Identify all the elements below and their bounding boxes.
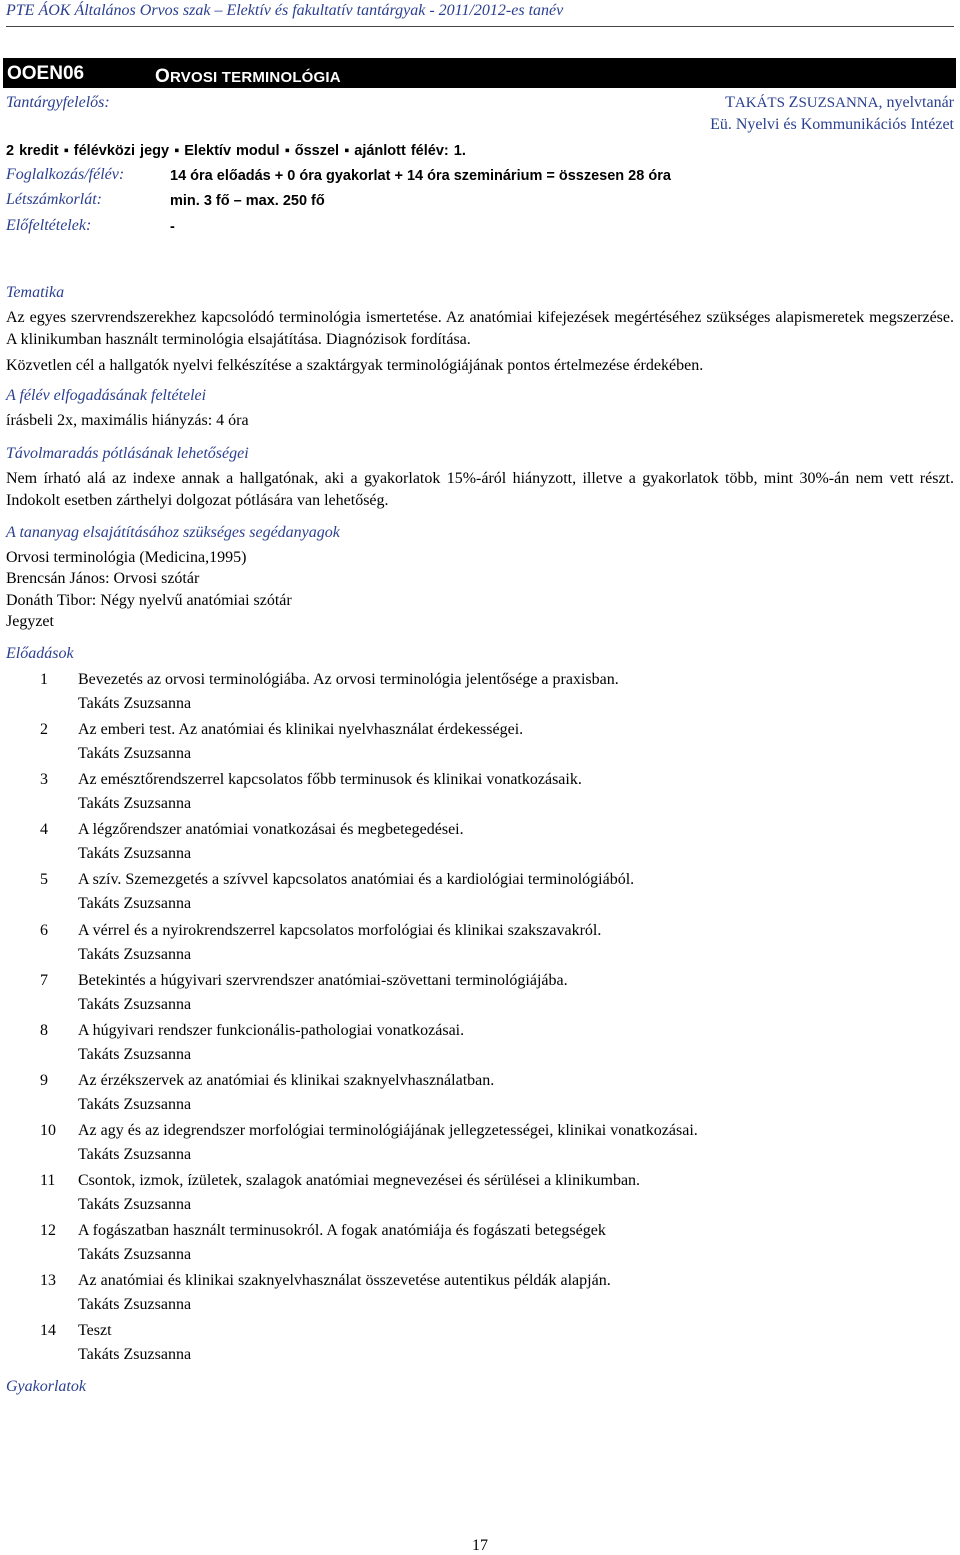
course-title-rest: RVOSI TERMINOLÓGIA	[169, 69, 341, 86]
responsible-name-part-1: AKÁTS	[734, 95, 789, 111]
lecture-number: 5	[40, 871, 48, 889]
absence-text: Nem írható alá az indexe annak a hallgatónak, aki a gyakorlatok 15%-áról hiányzott, illetve a gyakorlatok több, mint 30%-án nem vett részt. Indokolt esetben zárthelyi dolgozat pótlására van lehetőség.	[6, 470, 954, 509]
lecture-number: 8	[40, 1021, 48, 1039]
course-header-bar	[3, 58, 956, 88]
lecture-title: Az emésztőrendszerrel kapcsolatos főbb terminusok és klinikai vonatkozásaik.	[78, 771, 582, 789]
materials-item: Jegyzet	[6, 613, 54, 630]
lecture-lecturer: Takáts Zsuzsanna	[78, 1196, 192, 1213]
lecture-lecturer: Takáts Zsuzsanna	[78, 1045, 192, 1063]
lecture-lecturer: Takáts Zsuzsanna	[78, 1296, 192, 1314]
materials-item: Orvosi terminológia (Medicina,1995)	[6, 549, 247, 566]
responsible-name	[725, 94, 954, 112]
lecture-title: Az anatómiai és klinikai szaknyelvhasználat összevetése autentikus példák alapján.	[78, 1272, 611, 1290]
materials-item: Donáth Tibor: Négy nyelvű anatómiai szótár	[6, 592, 292, 609]
lecture-title: Az érzékszervek az anatómiai és klinikai szaknyelvhasználatban.	[78, 1071, 495, 1089]
lecture-number: 2	[40, 721, 48, 739]
prerequisites-value: -	[170, 219, 175, 235]
responsible-name-part-2: SUZSANNA	[798, 95, 879, 111]
practicals-heading: Gyakorlatok	[6, 1378, 86, 1395]
lecture-number: 6	[40, 921, 48, 939]
course-title	[155, 66, 341, 88]
absence-heading: Távolmaradás pótlásának lehetőségei	[6, 445, 249, 462]
tematika-heading: Tematika	[6, 284, 65, 301]
lecture-title: A vérrel és a nyirokrendszerrel kapcsolatos morfológiai és klinikai szakszavakról.	[78, 921, 602, 939]
lecture-title: A légzőrendszer anatómiai vonatkozásai és megbetegedései.	[78, 821, 464, 839]
responsible-role: , nyelvtanár	[878, 94, 954, 111]
lecture-number: 9	[40, 1071, 48, 1089]
responsible-initial-1: T	[725, 94, 735, 111]
lecture-number: 4	[40, 821, 48, 839]
credit-line: 2 kredit ▪ félévközi jegy ▪ Elektív modul ▪ ősszel ▪ ajánlott félév: 1.	[6, 143, 466, 159]
running-header: PTE ÁOK Általános Orvos szak – Elektív és fakultatív tantárgyak - 2011/2012-es tanév	[6, 2, 564, 19]
lecture-title: A fogászatban használt terminusokról. A fogak anatómiája és fogászati betegségek	[78, 1222, 606, 1240]
lecture-lecturer: Takáts Zsuzsanna	[78, 1346, 192, 1364]
acceptance-text: írásbeli 2x, maximális hiányzás: 4 óra	[6, 412, 249, 429]
course-code: OOEN06	[7, 63, 85, 84]
lecture-lecturer: Takáts Zsuzsanna	[78, 1145, 192, 1163]
lecture-number: 1	[40, 671, 48, 688]
lecture-title: Csontok, izmok, ízületek, szalagok anatómiai megnevezései és sérülései a klinikumban.	[78, 1172, 641, 1189]
lecture-lecturer: Takáts Zsuzsanna	[78, 1095, 192, 1113]
tematika-paragraph-1: Az egyes szervrendszerekhez kapcsolódó terminológia ismertetése. Az anatómiai kifejezések megértéséhez szükséges alapismeretek megszerzése. A klinikumban használt terminológia elsajátítása. Diagnózisok fordítása.	[6, 309, 954, 348]
hours-value: 14 óra előadás + 0 óra gyakorlat + 14 óra szeminárium = összesen 28 óra	[170, 168, 671, 184]
prerequisites-label: Előfeltételek:	[6, 217, 92, 234]
lecture-number: 7	[40, 971, 48, 989]
responsible-label: Tantárgyfelelős:	[6, 94, 110, 111]
lecture-title: Bevezetés az orvosi terminológiába. Az orvosi terminológia jelentősége a praxisban.	[78, 671, 619, 688]
headcount-label: Létszámkorlát:	[6, 191, 102, 208]
materials-heading: A tananyag elsajátításához szükséges segédanyagok	[6, 524, 340, 541]
lecture-lecturer: Takáts Zsuzsanna	[78, 845, 192, 863]
lecture-lecturer: Takáts Zsuzsanna	[78, 695, 192, 712]
page-number: 17	[472, 1537, 488, 1554]
lecture-lecturer: Takáts Zsuzsanna	[78, 995, 192, 1013]
materials-item: Brencsán János: Orvosi szótár	[6, 570, 200, 587]
lecture-number: 11	[40, 1172, 56, 1189]
lecture-lecturer: Takáts Zsuzsanna	[78, 795, 192, 813]
lecture-title: Teszt	[78, 1322, 112, 1340]
lecture-title: A szív. Szemezgetés a szívvel kapcsolatos anatómiai és a kardiológiai terminológiából.	[78, 871, 635, 889]
responsible-institute: Eü. Nyelvi és Kommunikációs Intézet	[710, 116, 954, 133]
lecture-title: Az emberi test. Az anatómiai és klinikai nyelvhasználat érdekességei.	[78, 721, 524, 739]
lecture-title: Betekintés a húgyivari szervrendszer anatómiai-szövettani terminológiájába.	[78, 971, 568, 989]
lecture-title: A húgyivari rendszer funkcionális-pathologiai vonatkozásai.	[78, 1021, 465, 1039]
acceptance-heading: A félév elfogadásának feltételei	[6, 387, 207, 404]
lecture-number: 13	[40, 1272, 56, 1290]
course-title-initial: O	[155, 66, 170, 87]
lecture-number: 3	[40, 771, 48, 789]
lecture-lecturer: Takáts Zsuzsanna	[78, 895, 192, 913]
tematika-paragraph-2: Közvetlen cél a hallgatók nyelvi felkészítése a szaktárgyak terminológiájának pontos értelmezése érdekében.	[6, 357, 704, 374]
responsible-initial-2: Z	[788, 94, 799, 111]
lecture-title: Az agy és az idegrendszer morfológiai terminológiájának jellegzetességei, klinikai vonatkozásai.	[78, 1121, 698, 1139]
lecture-number: 12	[40, 1222, 56, 1240]
header-divider	[6, 26, 954, 27]
lecture-number: 14	[40, 1322, 56, 1340]
lectures-heading: Előadások	[6, 645, 74, 662]
lecture-lecturer: Takáts Zsuzsanna	[78, 745, 192, 763]
hours-label: Foglalkozás/félév:	[6, 166, 125, 183]
headcount-value: min. 3 fő – max. 250 fő	[170, 193, 325, 209]
lecture-number: 10	[40, 1121, 56, 1139]
lecture-lecturer: Takáts Zsuzsanna	[78, 1246, 192, 1264]
lecture-lecturer: Takáts Zsuzsanna	[78, 945, 192, 963]
